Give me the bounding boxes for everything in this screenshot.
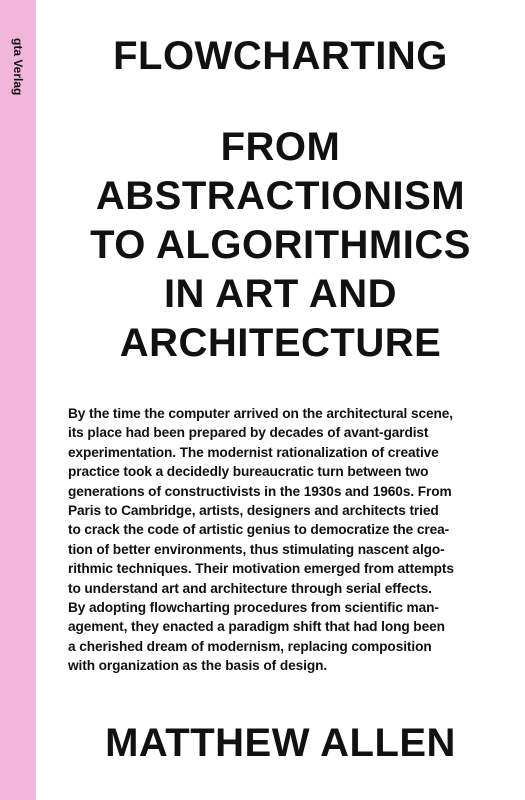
subtitle-line: ABSTRACTIONISM xyxy=(95,174,466,218)
blurb-line: its place had been prepared by decades of avant-gardist xyxy=(68,425,429,441)
blurb-line: agement, they enacted a paradigm shift that had long been xyxy=(68,619,445,635)
blurb-line: to understand art and architecture through serial effects. xyxy=(68,580,432,596)
subtitle-line: FROM xyxy=(220,125,341,169)
book-title: FLOWCHARTING xyxy=(113,34,448,78)
book-cover xyxy=(36,0,525,800)
subtitle-line: IN ART AND xyxy=(163,272,398,316)
blurb-line: By adopting flowcharting procedures from scientific man- xyxy=(68,600,439,616)
subtitle-line: ARCHITECTURE xyxy=(119,321,442,365)
blurb-line: with organization as the basis of design. xyxy=(68,658,328,674)
blurb-line: practice took a decidedly bureaucratic turn between two xyxy=(68,464,429,480)
publisher-name: gta Verlag xyxy=(11,38,25,96)
blurb-line: to crack the code of artistic genius to democratize the crea- xyxy=(68,522,450,538)
book-spine-strip xyxy=(0,0,36,800)
blurb-line: By the time the computer arrived on the architectural scene, xyxy=(68,406,453,421)
blurb-line: tion of better environments, thus stimulating nascent algo- xyxy=(68,541,445,557)
blurb-line: rithmic techniques. Their motivation emerged from attempts xyxy=(68,561,454,577)
book-author: MATTHEW ALLEN xyxy=(105,721,456,765)
blurb-line: generations of constructivists in the 1930s and 1960s. From xyxy=(68,483,452,499)
blurb-line: Paris to Cambridge, artists, designers and architects tried xyxy=(68,503,439,519)
subtitle-line: TO ALGORITHMICS xyxy=(90,223,471,267)
book-subtitle xyxy=(36,123,525,368)
book-blurb xyxy=(68,404,520,676)
blurb-line: a cherished dream of modernism, replacing composition xyxy=(68,638,432,654)
blurb-line: experimentation. The modernist rationalization of creative xyxy=(68,444,439,460)
